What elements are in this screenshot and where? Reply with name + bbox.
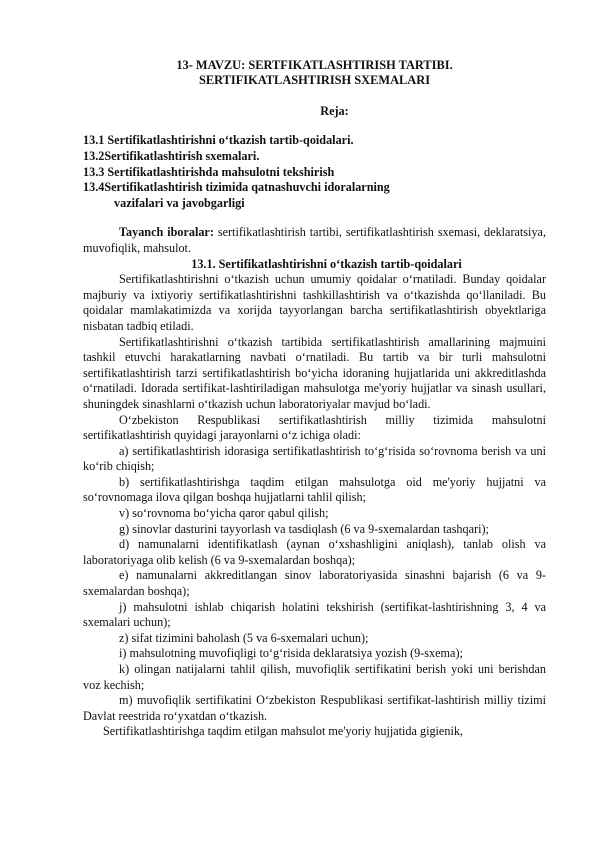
plan-list <box>83 133 546 211</box>
body-paragraph: O‘zbekiston Respublikasi sertifikatlashtirish milliy tizimida mahsulotni sertifikatlashtirish quyidagi jarayonlarni o‘z ichiga oladi: <box>83 412 546 443</box>
list-item: z) sifat tizimini baholash (5 va 6-sxemalari uchun); <box>119 630 369 645</box>
list-item: g) sinovlar dasturini tayyorlash va tasdiqlash (6 va 9-sxemalardan tashqari); <box>119 521 489 536</box>
plan-item: 13.3 Sertifikatlashtirishda mahsulotni tekshirish <box>83 164 335 179</box>
keywords-paragraph <box>83 225 546 256</box>
body-paragraph-last: Sertifikatlashtirishga taqdim etilgan mahsulot me'yoriy hujjatida gigienik, <box>103 724 463 739</box>
plan-heading: Reja: <box>320 103 349 118</box>
list-item: b) sertifikatlashtirishga taqdim etilgan mahsulotga oid me'yoriy hujjatni va so‘rovnomaga ilova qilgan boshqa hujjatlarni tahlil qilish; <box>83 474 546 505</box>
plan-item: 13.1 Sertifikatlashtirishni o‘tkazish tartib-qoidalari. <box>83 133 354 148</box>
title-line-2: SERTIFIKATLASHTIRISH SXEMALARI <box>198 73 431 88</box>
document-title <box>83 58 546 89</box>
plan-item-continuation: vazifalari va javobgarligi <box>114 195 245 210</box>
list-item: i) mahsulotning muvofiqligi to‘g‘risida deklaratsiya yozish (9-sxema); <box>119 646 463 661</box>
title-line-1: 13- MAVZU: SERTFIKATLASHTIRISH TARTIBI. <box>176 58 453 72</box>
list-item: m) muvofiqlik sertifikatini O‘zbekiston Respublikasi sertifikat-lashtirish milliy tizimi Davlat reestrida ro‘yxatdan o‘tkazish. <box>83 693 546 723</box>
plan-item: 13.4Sertifikatlashtirish tizimida qatnashuvchi idoralarning <box>83 180 390 195</box>
plan-item: 13.2Sertifikatlashtirish sxemalari. <box>83 149 260 163</box>
keywords-label: Tayanch iboralar: <box>119 225 214 240</box>
list-item: d) namunalarni identifikatlash (aynan o‘xshashligini aniqlash), tanlab olish va laboratoriyaga olib kelish (6 va 9-sxemalardan boshqa); <box>83 537 546 567</box>
list-item: j) mahsulotni ishlab chiqarish holatini tekshirish (sertifikat-lashtirishning 3, 4 va sxemalari uchun); <box>83 599 546 630</box>
keywords-text: sertifikatlashtirish tartibi, sertifikatlashtirish sxemasi, deklaratsiya, muvofiqlik, mahsulot. <box>83 225 546 255</box>
list-item: v) so‘rovnoma bo‘yicha qaror qabul qilish; <box>119 506 329 521</box>
list-item: a) sertifikatlashtirish idorasiga sertifikatlashtirish to‘g‘risida so‘rovnoma berish va uni ko‘rib chiqish; <box>83 443 546 474</box>
body-paragraph: Sertifikatlashtirishni o‘tkazish tartibida sertifikatlashtirish amallarining majmuini tashkil etuvchi harakatlarning navbati o‘rnatiladi. Bu tartib va bir turli mahsulotni sertifikatlashtirish tarzi sertifikatlashtirish bo‘yicha idoraning hujjatlarida uni akkreditlashda o‘rnatiladi. Idorada sertifikat-lashtiriladigan mahsulotga me'yoriy hujjatlar va sinash usullari, shuningdek sinashlarni o‘tkazish uchun laboratoriyalar mavjud bo‘ladi. <box>83 334 546 411</box>
body-paragraph: Sertifikatlashtirishni o‘tkazish uchun umumiy qoidalar o‘rnatiladi. Bunday qoidalar majburiy va ixtiyoriy sertifikatlashtirishni tashkillashtirish va o‘tkazishda qo‘llaniladi. Bu qoidalar mamlakatimizda va xorijda tayyorlangan barcha sertifikatlashtirish obyektlariga nisbatan tadbiq etiladi. <box>83 272 546 333</box>
list-item: k) olingan natijalarni tahlil qilish, muvofiqlik sertifikatini berish yoki uni berishdan voz kechish; <box>83 662 546 692</box>
section-heading: 13.1. Sertifikatlashtirishni o‘tkazish tartib-qoidalari <box>191 256 462 271</box>
list-item: e) namunalarni akkreditlangan sinov laboratoriyasida sinashni bajarish (6 va 9- sxemalardan boshqa); <box>83 568 546 599</box>
